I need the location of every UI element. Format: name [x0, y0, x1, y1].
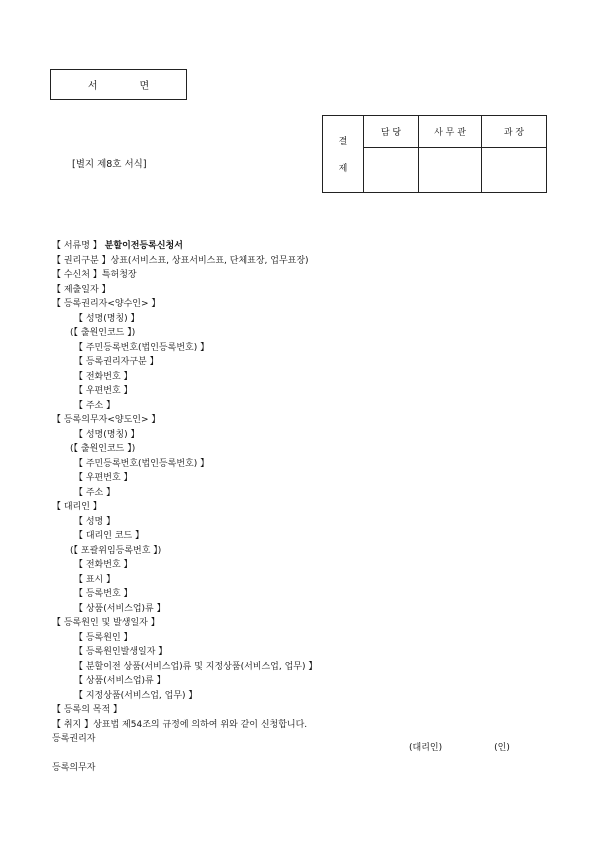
form-line: 【 성명(명칭) 】: [74, 313, 140, 324]
doc-name-label: 【 서류명 】: [52, 241, 102, 251]
form-line: 【 등록권리자<양수인> 】: [52, 299, 161, 309]
form-line: 【 등록의무자<양도인> 】: [52, 415, 161, 425]
doc-name-line: [52, 239, 317, 254]
form-line: 【 주민등록번호(법인등록번호) 】: [74, 342, 210, 353]
form-line: 【 수신처 】특허청장: [52, 270, 137, 280]
form-line: 【 표시 】: [74, 574, 116, 585]
signature-agent: (대리인): [409, 743, 443, 753]
form-line: 【 대리인 코드 】: [74, 531, 145, 541]
signature-seal: (인): [494, 743, 510, 753]
form-line: 【 지정상품(서비스업, 업무) 】: [74, 690, 198, 701]
form-number: [별지 제8호 서식]: [72, 159, 147, 170]
approval-col-1: 담 당: [364, 116, 419, 148]
approval-sign-2: [419, 148, 482, 193]
form-line: 【 성명(명칭) 】: [74, 429, 140, 440]
signature-line: [409, 740, 510, 753]
form-line: 【 등록원인 및 발생일자 】: [52, 618, 160, 628]
form-line: 【 대리인 】: [52, 502, 102, 512]
doc-name-value: 분할이전등록신청서: [104, 241, 183, 251]
form-line: 【 취지 】상표법 제54조의 규정에 의하여 위와 같이 신청합니다.: [52, 719, 308, 730]
form-line: 【 성명 】: [74, 516, 116, 527]
form-line: 【 주소 】: [74, 400, 116, 411]
form-line: 【 제출일자 】: [52, 284, 111, 295]
form-line: 【 등록권리자구분 】: [74, 357, 159, 367]
form-line: 【 주민등록번호(법인등록번호) 】: [74, 458, 210, 469]
form-line: (【 출원인코드 】): [70, 328, 136, 338]
approval-side-bottom: 제: [338, 164, 348, 174]
approval-side-cell: [323, 116, 364, 193]
form-line: 【 상품(서비스업)류 】: [74, 603, 166, 614]
approval-col-2: 사 무 관: [419, 116, 482, 148]
approval-table: [322, 115, 547, 193]
form-line: 【 등록원인발생일자 】: [74, 647, 168, 657]
form-line: 【 등록의 목적 】: [52, 705, 123, 715]
form-line: 【 우편번호 】: [74, 473, 133, 483]
form-line: 【 주소 】: [74, 487, 116, 498]
form-line: (【 출원인코드 】): [70, 444, 136, 454]
form-line-last: 등록의무자: [52, 762, 96, 773]
form-line: 등록권리자: [52, 734, 96, 744]
form-line: 【 전화번호 】: [74, 371, 133, 382]
form-body: [52, 239, 317, 775]
approval-side-top: 결: [338, 137, 348, 147]
signature-spacer: [52, 747, 317, 761]
form-line: 【 전화번호 】: [74, 560, 133, 570]
form-line: 【 분할이전 상품(서비스업)류 및 지정상품(서비스업, 업무) 】: [74, 661, 318, 672]
document-title-right: 면: [139, 81, 150, 92]
form-line: (【 포괄위임등록번호 】): [70, 545, 162, 556]
form-line: 【 등록원인 】: [74, 632, 133, 643]
form-line: 【 권리구분 】상표(서비스표, 상표서비스표, 단체표장, 업무표장): [52, 255, 309, 266]
form-line: 【 상품(서비스업)류 】: [74, 676, 166, 686]
approval-col-3: 과 장: [482, 116, 547, 148]
document-title-left: 서: [87, 81, 98, 92]
form-line: 【 우편번호 】: [74, 386, 133, 396]
approval-sign-1: [364, 148, 419, 193]
approval-sign-3: [482, 148, 547, 193]
document-title-box: [50, 69, 187, 100]
form-line: 【 등록번호 】: [74, 589, 133, 599]
